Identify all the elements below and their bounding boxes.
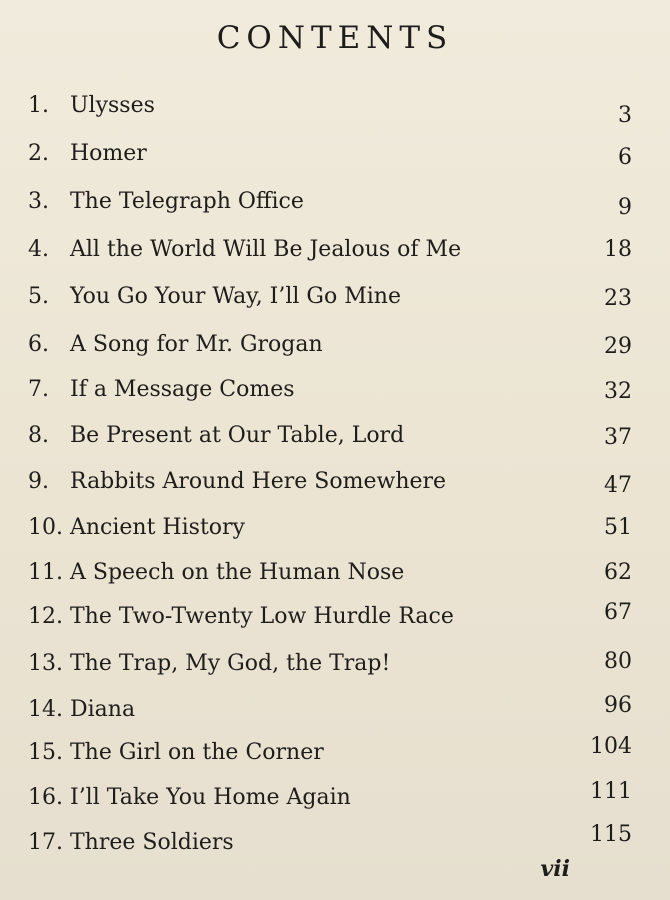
page-number: 37 [604, 425, 632, 450]
chapter-title: All the World Will Be Jealous of Me [70, 237, 462, 262]
page-number: 23 [604, 286, 632, 311]
chapter-title: Three Soldiers [70, 830, 234, 855]
chapter-number: 9. [28, 469, 49, 494]
chapter-title: A Speech on the Human Nose [70, 560, 405, 585]
chapter-number: 16. [28, 785, 63, 810]
toc-entry [0, 690, 670, 730]
chapter-number: 17. [28, 830, 63, 855]
page-number: 67 [604, 600, 632, 625]
toc-entry [0, 778, 670, 818]
chapter-number: 6. [28, 332, 49, 357]
toc-entry [0, 86, 670, 126]
chapter-title: The Two-Twenty Low Hurdle Race [70, 604, 454, 629]
page-number: 80 [604, 649, 632, 674]
chapter-title: Rabbits Around Here Somewhere [70, 469, 447, 494]
chapter-number: 5. [28, 284, 49, 309]
toc-entry [0, 597, 670, 637]
chapter-title: Diana [70, 697, 136, 722]
page-number: 115 [590, 822, 632, 847]
toc-entry [0, 325, 670, 365]
toc-entry [0, 416, 670, 456]
toc-entry [0, 553, 670, 593]
page-number: 9 [618, 195, 632, 220]
chapter-title: The Trap, My God, the Trap! [70, 651, 391, 676]
chapter-number: 10. [28, 515, 63, 540]
chapter-title: Homer [70, 141, 147, 166]
page-number: 62 [604, 560, 632, 585]
toc-entry [0, 462, 670, 502]
page-title: CONTENTS [216, 20, 454, 56]
page-number: 18 [604, 237, 632, 262]
chapter-title: Ancient History [70, 515, 245, 540]
page-number: 3 [618, 103, 632, 128]
page-number: 96 [604, 693, 632, 718]
page-number: 104 [590, 734, 632, 759]
chapter-title: If a Message Comes [70, 377, 295, 402]
chapter-title: Ulysses [70, 93, 155, 118]
chapter-title: A Song for Mr. Grogan [70, 332, 323, 357]
page-number: 47 [604, 473, 632, 498]
page-number: 32 [604, 379, 632, 404]
chapter-number: 8. [28, 423, 49, 448]
chapter-number: 13. [28, 651, 63, 676]
chapter-title: The Telegraph Office [70, 189, 304, 214]
page-folio: vii [540, 856, 570, 882]
page-number: 29 [604, 334, 632, 359]
toc-entry [0, 182, 670, 222]
chapter-number: 2. [28, 141, 49, 166]
chapter-number: 3. [28, 189, 49, 214]
page-number: 111 [590, 779, 632, 804]
chapter-title: Be Present at Our Table, Lord [70, 423, 405, 448]
page-number: 6 [618, 145, 632, 170]
chapter-number: 4. [28, 237, 49, 262]
toc-entry [0, 134, 670, 174]
chapter-title: I’ll Take You Home Again [70, 785, 351, 810]
toc-entry [0, 277, 670, 317]
chapter-number: 1. [28, 93, 49, 118]
chapter-number: 11. [28, 560, 63, 585]
chapter-number: 14. [28, 697, 63, 722]
chapter-title: The Girl on the Corner [70, 740, 324, 765]
page-number: 51 [604, 515, 632, 540]
toc-entry [0, 733, 670, 773]
chapter-title: You Go Your Way, I’ll Go Mine [70, 284, 401, 309]
toc-entry [0, 230, 670, 270]
toc-entry [0, 644, 670, 684]
toc-entry [0, 370, 670, 410]
chapter-number: 12. [28, 604, 63, 629]
chapter-number: 15. [28, 740, 63, 765]
chapter-number: 7. [28, 377, 49, 402]
toc-entry [0, 508, 670, 548]
